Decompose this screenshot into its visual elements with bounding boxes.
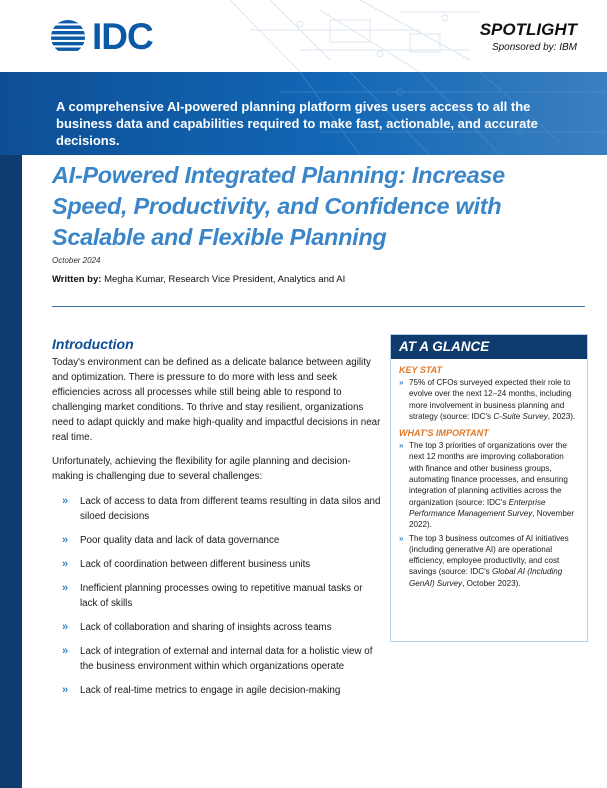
introduction-heading: Introduction xyxy=(52,336,134,352)
chevron-icon: » xyxy=(62,534,69,546)
important-item-1: » The top 3 priorities of organizations over the next 12 months are improving collaboration with finance and other business groups, automating finance processes, and ensuring integration of planning activities across the organization (source: IDC's Enterprise Performance Management Survey, November 2022). xyxy=(399,441,575,530)
author-label: Written by: xyxy=(52,274,102,285)
publish-date: October 2024 xyxy=(52,256,101,265)
page-title: AI-Powered Integrated Planning: Increase Speed, Productivity, and Confidence with Scalable and Flexible Planning xyxy=(52,162,505,250)
chevron-icon: » xyxy=(399,378,404,387)
idc-globe-icon xyxy=(50,19,86,55)
chevron-icon: » xyxy=(62,621,69,633)
idc-logo xyxy=(50,18,153,55)
key-stat-item: » 75% of CFOs surveyed expected their role to evolve over the next 12–24 months, including more involvement in business planning and strategy (source: IDC's C-Suite Survey, 2023). xyxy=(399,378,576,421)
chevron-icon: » xyxy=(399,441,404,451)
intro-paragraph-1: Today's environment can be defined as a delicate balance between agility and optimization. There is pressure to do more with less and seek efficiencies across all processes while still being able to respond to challenging market conditions. To thrive and stay resilient, organizations need to adapt quickly and make high-quality and impactful decisions in near real time. xyxy=(52,357,381,443)
chevron-icon: » xyxy=(62,645,69,657)
list-item: » Inefficient planning processes owing to repetitive manual tasks or lack of skills xyxy=(62,582,363,609)
chevron-icon: » xyxy=(62,684,69,696)
list-item: » Lack of integration of external and internal data for a holistic view of the business environment within which organizations operate xyxy=(62,645,373,672)
at-a-glance-heading: AT A GLANCE xyxy=(391,335,587,359)
author-name: Megha Kumar, Research Vice President, Analytics and AI xyxy=(104,274,346,285)
list-item: » Poor quality data and lack of data governance xyxy=(62,534,280,546)
chevron-icon: » xyxy=(62,582,69,594)
chevron-icon: » xyxy=(62,495,69,507)
challenges-list xyxy=(62,494,382,698)
chevron-icon: » xyxy=(62,558,69,570)
header xyxy=(0,0,607,72)
key-stat-label: KEY STAT xyxy=(399,365,443,375)
logo-text: IDC xyxy=(92,16,153,57)
summary-banner xyxy=(0,72,607,155)
banner-text: A comprehensive AI-powered planning platform gives users access to all the business data and capabilities required to make fast, actionable, and accurate decisions. xyxy=(56,99,538,148)
at-a-glance-box xyxy=(390,334,588,642)
chevron-icon: » xyxy=(399,533,404,543)
whats-important-label: WHAT'S IMPORTANT xyxy=(399,428,489,439)
intro-paragraph-2: Unfortunately, achieving the flexibility for agile planning and decision-making is challenging due to several challenges: xyxy=(52,456,351,482)
list-item: » Lack of collaboration and sharing of insights across teams xyxy=(62,621,332,633)
list-item: » Lack of access to data from different teams resulting in data silos and siloed decisions xyxy=(62,495,381,522)
left-accent-strip xyxy=(0,155,22,788)
spotlight-label: SPOTLIGHT xyxy=(479,20,577,39)
divider xyxy=(52,306,585,307)
author-line xyxy=(52,274,345,285)
list-item: » Lack of real-time metrics to engage in agile decision-making xyxy=(62,684,341,696)
sponsored-label: Sponsored by: IBM xyxy=(491,42,577,53)
list-item: » Lack of coordination between different business units xyxy=(62,558,311,570)
important-item-2: » The top 3 business outcomes of AI initiatives (including generative AI) are operational efficiency, employee productivity, and cost savings (source: IDC's Global AI (Including GenAI) Survey, October 2023). xyxy=(399,533,569,588)
